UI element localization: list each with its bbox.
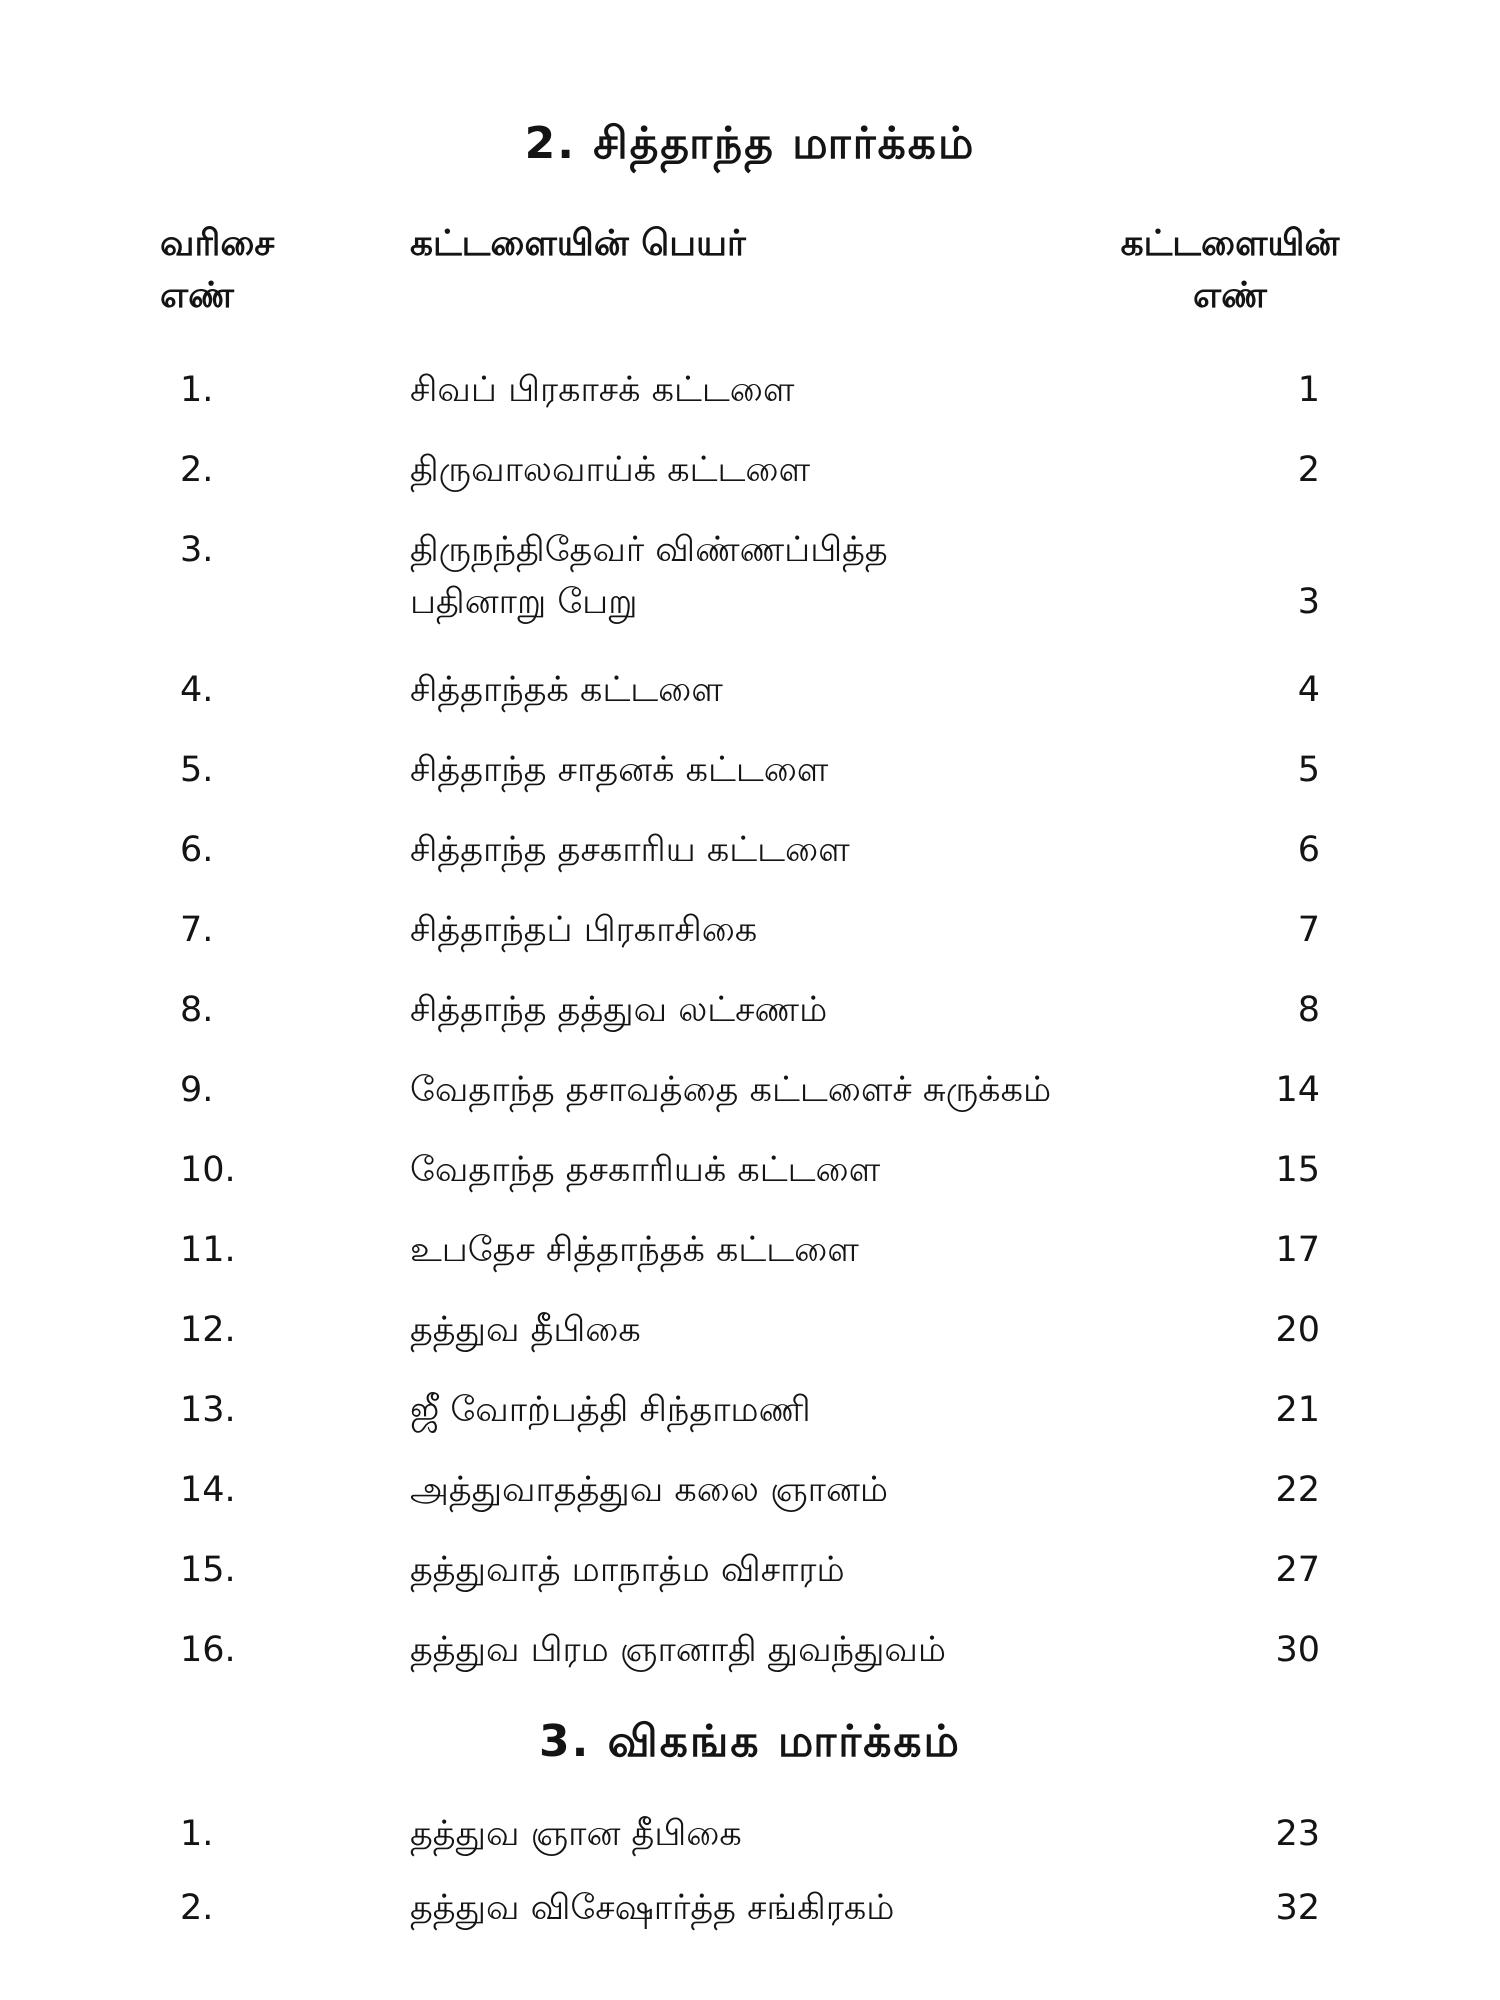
row-number: 30 bbox=[1275, 1630, 1320, 1670]
row-serial: 12. bbox=[180, 1310, 236, 1350]
header-number-line1: கட்டளையின் bbox=[1120, 223, 1340, 264]
row-name-line2: பதினாறு பேறு bbox=[410, 582, 638, 622]
row-serial: 10. bbox=[180, 1150, 236, 1190]
section-title-siddhanta: 2. சித்தாந்த மார்க்கம் bbox=[524, 118, 976, 169]
row-serial: 8. bbox=[180, 990, 214, 1030]
row-serial: 3. bbox=[180, 530, 214, 570]
row-number: 14 bbox=[1275, 1070, 1320, 1110]
row-number: 22 bbox=[1275, 1470, 1320, 1510]
row-number: 4 bbox=[1297, 670, 1320, 710]
row-name-multiline bbox=[410, 524, 1170, 628]
row-number: 20 bbox=[1275, 1310, 1320, 1350]
row-number: 1 bbox=[1297, 370, 1320, 410]
header-number bbox=[1080, 218, 1380, 322]
row-name: வேதாந்த தசகாரியக் கட்டளை bbox=[410, 1150, 881, 1190]
header-name: கட்டளையின் பெயர் bbox=[410, 223, 746, 264]
row-number: 2 bbox=[1297, 450, 1320, 490]
row-serial: 1. bbox=[180, 1814, 214, 1854]
row-serial: 5. bbox=[180, 750, 214, 790]
section-title-vikanga: 3. விகங்க மார்க்கம் bbox=[539, 1716, 961, 1767]
row-name: தத்துவ தீபிகை bbox=[410, 1310, 641, 1350]
row-number: 32 bbox=[1275, 1888, 1320, 1928]
row-name: சித்தாந்த சாதனக் கட்டளை bbox=[410, 750, 829, 790]
row-name: ஜீ வோற்பத்தி சிந்தாமணி bbox=[410, 1390, 811, 1430]
row-number: 21 bbox=[1275, 1390, 1320, 1430]
row-name: சித்தாந்தப் பிரகாசிகை bbox=[410, 910, 758, 950]
row-name: சிவப் பிரகாசக் கட்டளை bbox=[410, 370, 795, 410]
row-serial: 16. bbox=[180, 1630, 236, 1670]
header-serial-number bbox=[160, 218, 274, 322]
row-serial: 2. bbox=[180, 1888, 214, 1928]
row-name: தத்துவ விசேஷார்த்த சங்கிரகம் bbox=[410, 1888, 895, 1928]
row-serial: 14. bbox=[180, 1470, 236, 1510]
row-name: திருவாலவாய்க் கட்டளை bbox=[410, 450, 811, 490]
row-name: வேதாந்த தசாவத்தை கட்டளைச் சுருக்கம் bbox=[410, 1070, 1052, 1110]
row-name: தத்துவாத் மாநாத்ம விசாரம் bbox=[410, 1550, 845, 1590]
row-name: சித்தாந்த தத்துவ லட்சணம் bbox=[410, 990, 828, 1030]
row-number: 17 bbox=[1275, 1230, 1320, 1270]
row-name: சித்தாந்தக் கட்டளை bbox=[410, 670, 723, 710]
row-name: சித்தாந்த தசகாரிய கட்டளை bbox=[410, 830, 850, 870]
row-name: தத்துவ ஞான தீபிகை bbox=[410, 1814, 742, 1854]
header-serial-line2: எண் bbox=[160, 275, 234, 316]
row-serial: 9. bbox=[180, 1070, 214, 1110]
row-name: தத்துவ பிரம ஞானாதி துவந்துவம் bbox=[410, 1630, 947, 1670]
row-number: 3 bbox=[1297, 582, 1320, 622]
row-number: 5 bbox=[1297, 750, 1320, 790]
row-serial: 6. bbox=[180, 830, 214, 870]
row-serial: 11. bbox=[180, 1230, 236, 1270]
row-number: 23 bbox=[1275, 1814, 1320, 1854]
row-serial: 7. bbox=[180, 910, 214, 950]
header-serial-line1: வரிசை bbox=[160, 223, 275, 264]
row-number: 8 bbox=[1297, 990, 1320, 1030]
row-number: 7 bbox=[1297, 910, 1320, 950]
row-name: அத்துவாதத்துவ கலை ஞானம் bbox=[410, 1470, 889, 1510]
row-serial: 15. bbox=[180, 1550, 236, 1590]
row-name: உபதேச சித்தாந்தக் கட்டளை bbox=[410, 1230, 859, 1270]
row-name-line1: திருநந்திதேவர் விண்ணப்பித்த bbox=[410, 530, 888, 570]
row-number: 15 bbox=[1275, 1150, 1320, 1190]
row-serial: 1. bbox=[180, 370, 214, 410]
row-serial: 4. bbox=[180, 670, 214, 710]
row-serial: 2. bbox=[180, 450, 214, 490]
header-number-line2: எண் bbox=[1193, 275, 1267, 316]
row-number: 6 bbox=[1297, 830, 1320, 870]
row-number: 27 bbox=[1275, 1550, 1320, 1590]
row-serial: 13. bbox=[180, 1390, 236, 1430]
